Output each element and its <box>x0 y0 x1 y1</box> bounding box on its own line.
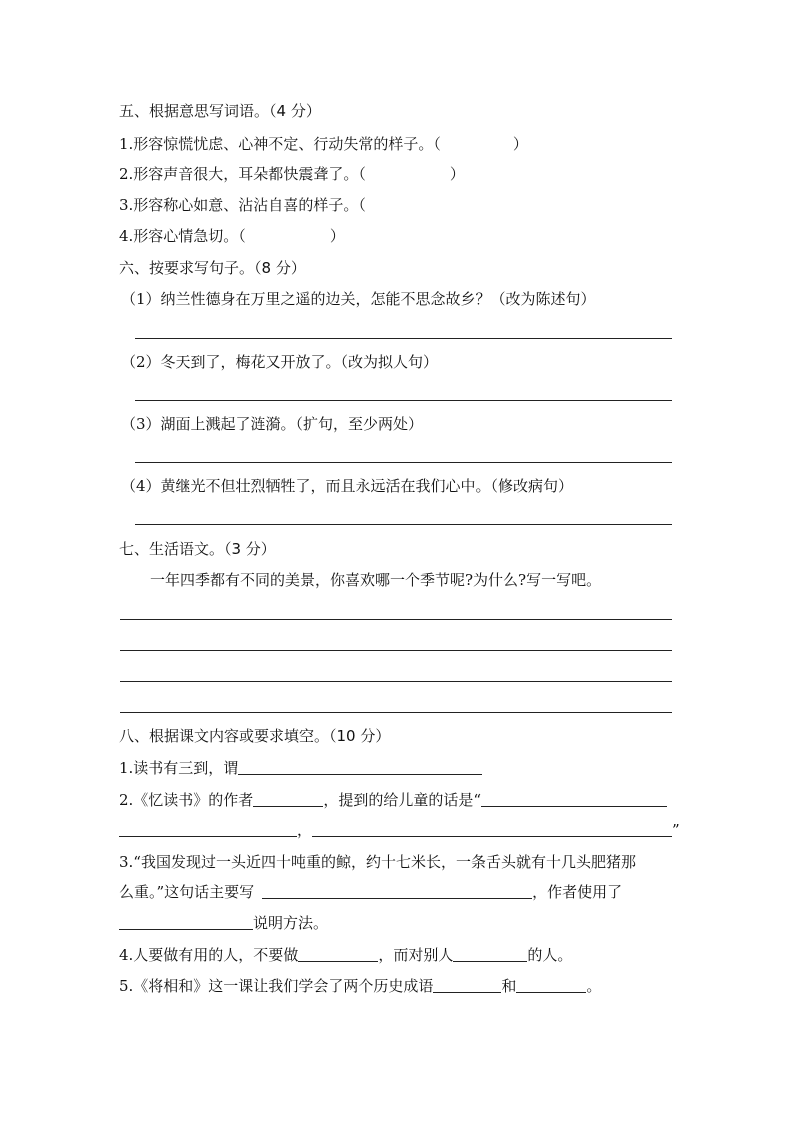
s6-answer-line-4[interactable] <box>135 524 672 525</box>
s7-writing-line-1[interactable] <box>120 619 672 620</box>
s8-question-4 <box>119 945 572 965</box>
s7-writing-line-4[interactable] <box>120 712 672 713</box>
s6-item-4: （4）黄继光不但壮烈牺牲了，而且永远活在我们心中。（修改病句） <box>121 477 574 495</box>
s5-q4-text: 4.形容心情急切。（ <box>119 227 246 245</box>
s8-question-2 <box>119 790 667 810</box>
s8-question-3-end <box>119 913 328 933</box>
s6-answer-line-2[interactable] <box>135 400 672 401</box>
s8-q5-text-a: 5.《将相和》这一课让我们学会了两个历史成语 <box>119 977 434 995</box>
s8-q2-quote-blank-1[interactable] <box>481 791 667 807</box>
section-7-heading: 七、生活语文。（3 分） <box>119 540 276 558</box>
s6-answer-line-3[interactable] <box>135 462 672 463</box>
s6-item-3: （3）湖面上溅起了涟漪。（扩句，至少两处） <box>121 415 424 433</box>
s5-question-1 <box>119 134 528 154</box>
s8-q5-blank-2[interactable] <box>516 977 586 993</box>
section-8-heading: 八、根据课文内容或要求填空。（10 分） <box>119 727 391 745</box>
s5-q1-text: 1.形容惊慌忧虑、心神不定、行动失常的样子。（ <box>119 135 441 153</box>
s5-q3-text: 3.形容称心如意、沾沾自喜的样子。（ <box>119 196 366 214</box>
s8-question-3-cont <box>119 882 622 902</box>
s7-prompt: 一年四季都有不同的美景，你喜欢哪一个季节呢?为什么?写一写吧。 <box>150 571 602 589</box>
s8-q2-quote-blank-2[interactable] <box>119 821 297 837</box>
s8-q1-text: 1.读书有三到，谓 <box>119 759 239 777</box>
s8-q3-blank-1[interactable] <box>262 883 532 899</box>
s5-q1-close: ） <box>512 135 528 153</box>
s8-q4-blank-2[interactable] <box>453 946 527 962</box>
s8-question-3: 3.“我国发现过一头近四十吨重的鲸，约十七米长，一条舌头就有十几头肥猪那 <box>119 853 636 871</box>
s8-q2-text-a: 2.《忆读书》的作者 <box>119 791 254 809</box>
s5-question-4 <box>119 226 345 246</box>
s5-q2-close: ） <box>449 165 465 183</box>
s8-question-1 <box>119 758 482 778</box>
s8-q5-text-b: 和 <box>501 977 517 995</box>
s5-q2-text: 2.形容声音很大，耳朵都快震聋了。（ <box>119 165 366 183</box>
s7-writing-line-3[interactable] <box>120 681 672 682</box>
s6-item-2: （2）冬天到了，梅花又开放了。（改为拟人句） <box>121 353 439 371</box>
s5-question-3 <box>119 195 446 215</box>
s8-q2-comma: ， <box>297 821 313 839</box>
s6-answer-line-1[interactable] <box>135 338 672 339</box>
s8-q2-author-blank[interactable] <box>253 791 323 807</box>
s8-q3-text-a: 么重。”这句话主要写 <box>119 883 255 901</box>
s5-question-2 <box>119 164 465 184</box>
s8-q2-quote-blank-3[interactable] <box>312 821 672 837</box>
s8-q2-text-b: ，提到的给儿童的话是“ <box>323 791 481 809</box>
s6-item-1: （1）纳兰性德身在万里之遥的边关，怎能不思念故乡？（改为陈述句） <box>121 290 596 308</box>
s5-q4-close: ） <box>329 227 345 245</box>
s8-q3-text-c: 说明方法。 <box>253 914 329 932</box>
s8-q3-blank-2[interactable] <box>119 914 253 930</box>
s8-q4-text-c: 的人。 <box>527 946 573 964</box>
s8-q4-text-a: 4.人要做有用的人，不要做 <box>119 946 299 964</box>
s8-q2-close-quote: ” <box>672 821 680 839</box>
s8-question-2-cont <box>119 820 680 840</box>
s8-q3-text-b: ，作者使用了 <box>532 883 623 901</box>
s8-q5-text-c: 。 <box>586 977 602 995</box>
section-5-heading: 五、根据意思写词语。（4 分） <box>119 102 321 120</box>
section-6-heading: 六、按要求写句子。（8 分） <box>119 259 306 277</box>
s8-question-5 <box>119 976 601 996</box>
s7-writing-line-2[interactable] <box>120 650 672 651</box>
s8-q1-blank[interactable] <box>238 759 482 775</box>
s8-q4-text-b: ，而对别人 <box>378 946 454 964</box>
s8-q4-blank-1[interactable] <box>298 946 378 962</box>
s8-q5-blank-1[interactable] <box>433 977 501 993</box>
